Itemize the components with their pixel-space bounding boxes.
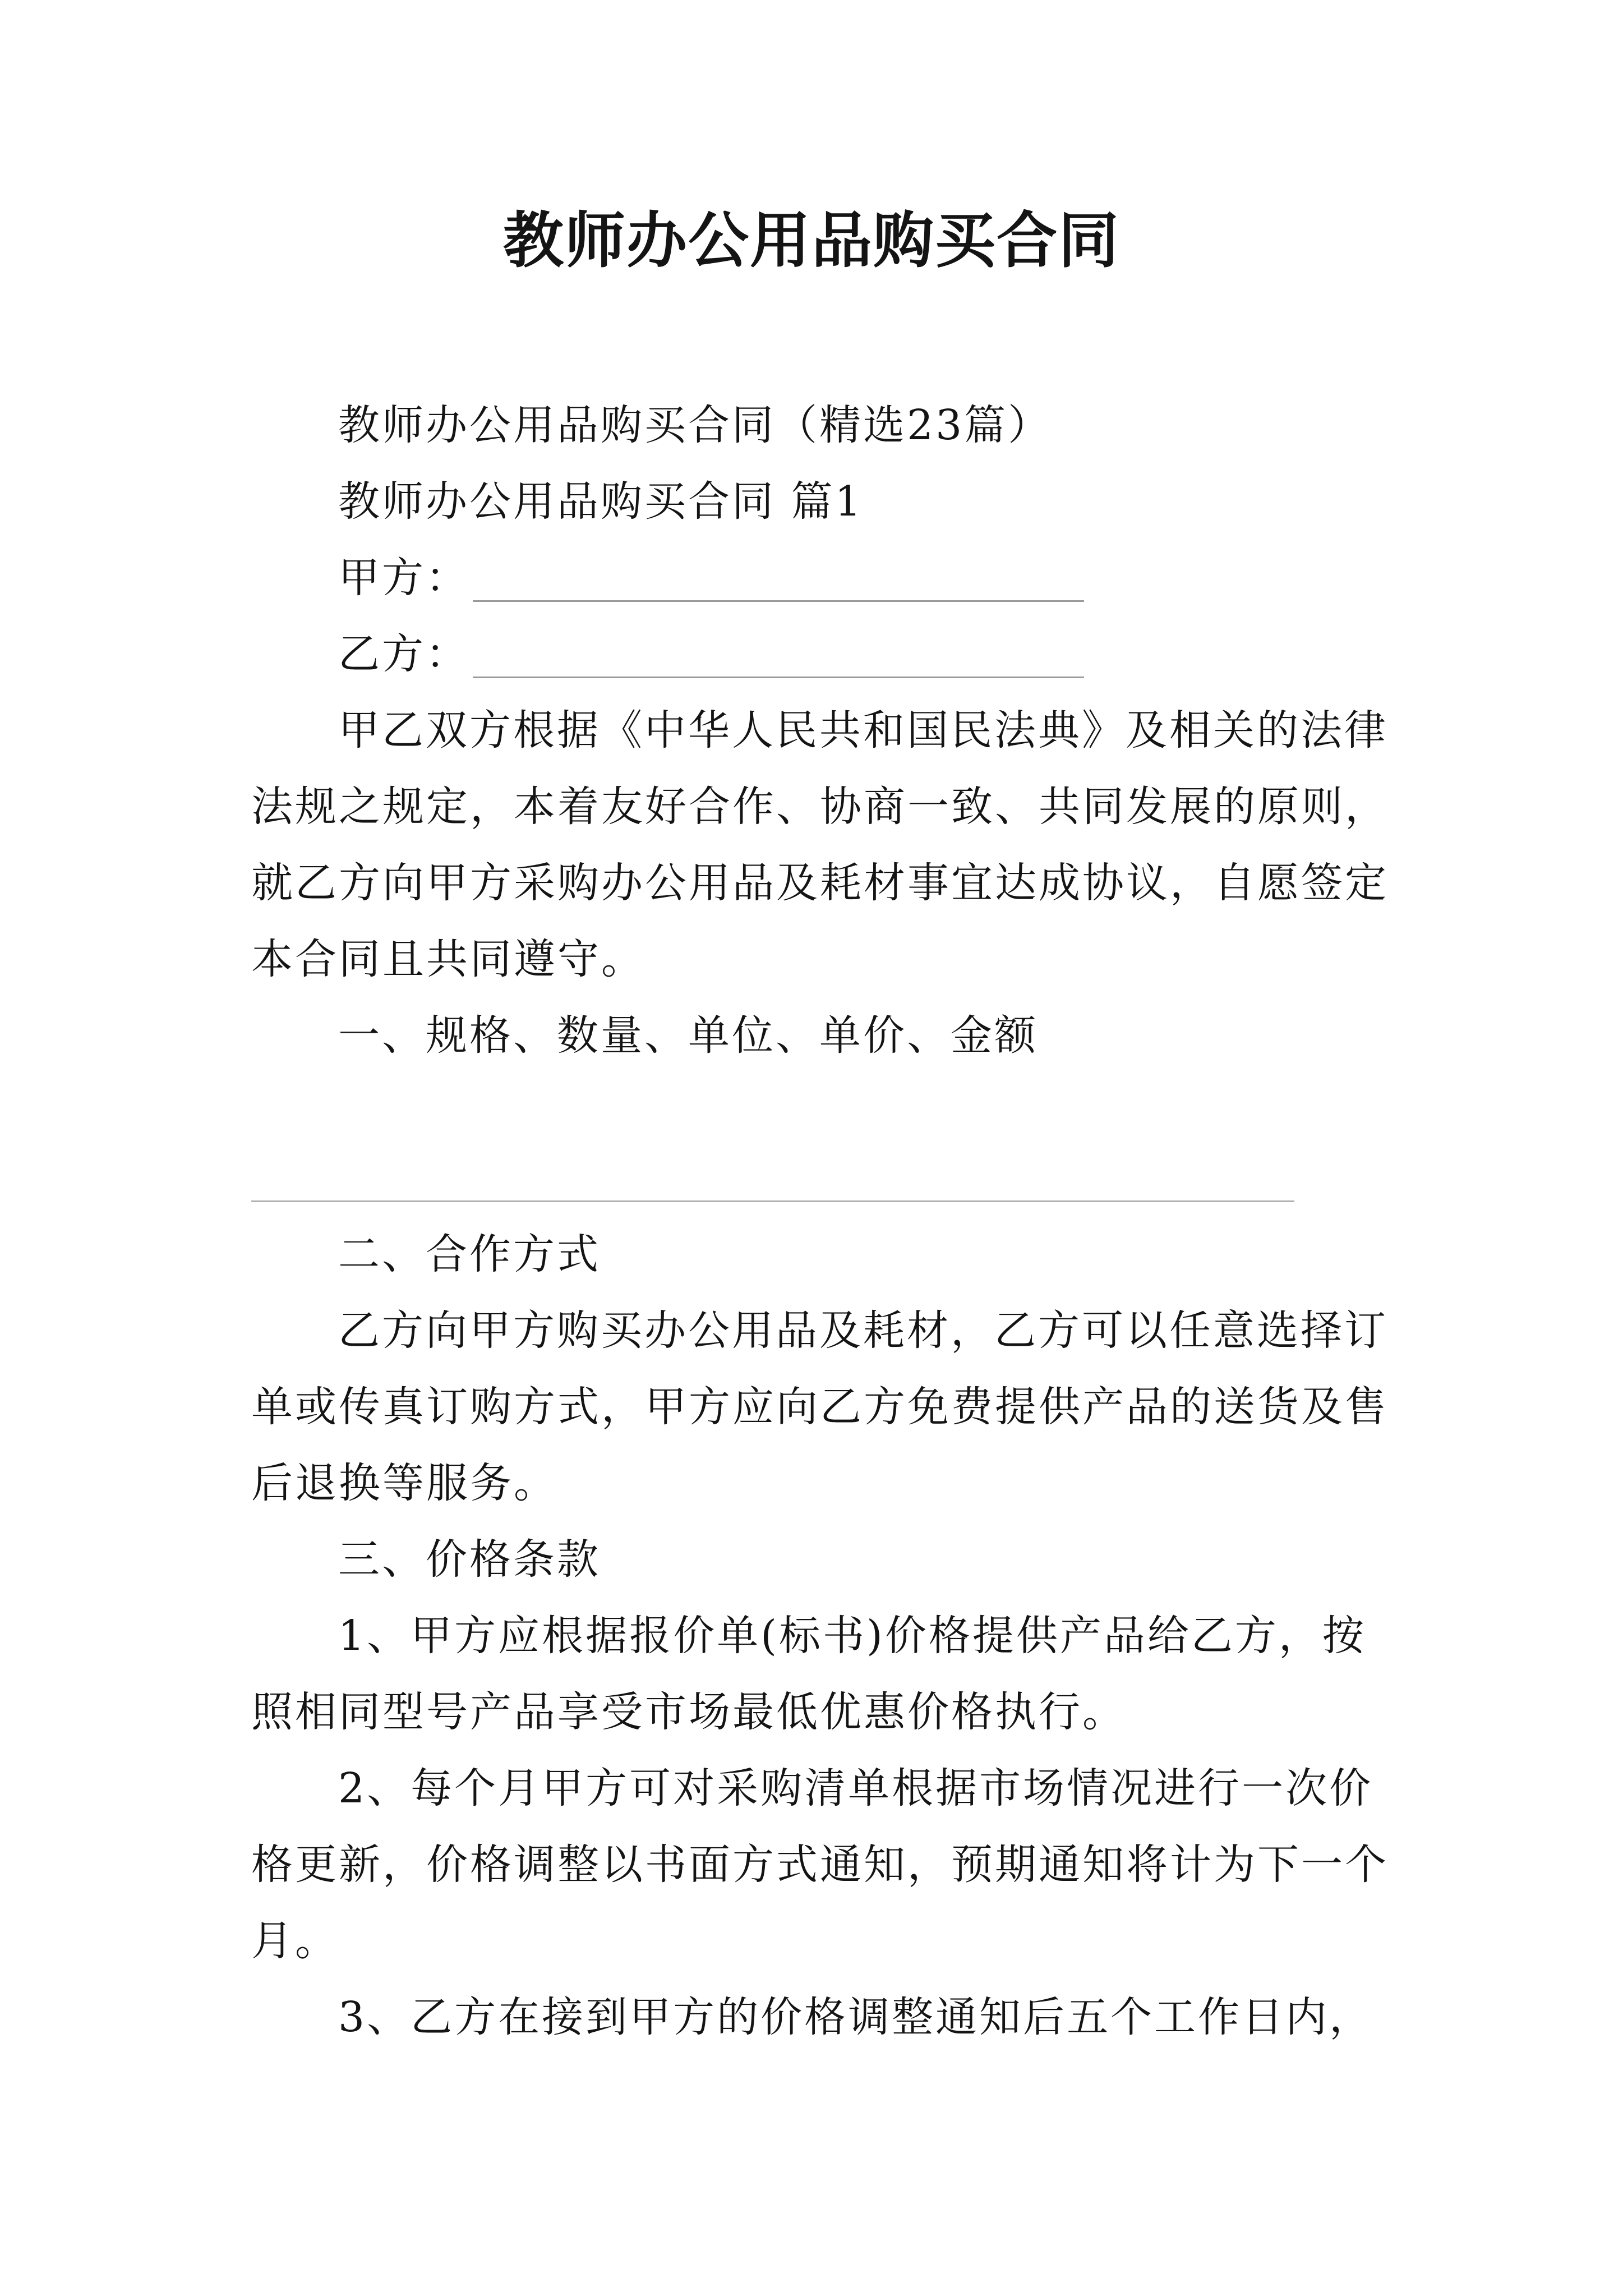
- clause2-paragraph: 乙方向甲方购买办公用品及耗材，乙方可以任意选择订单或传真订购方式，甲方应向乙方免费提供产品的送货及售后退换等服务。: [251, 1306, 1389, 1507]
- party-a-blank: [473, 555, 1084, 602]
- party-a-line: [251, 540, 1395, 616]
- party-b-blank: [473, 632, 1084, 678]
- clause3-heading: 三、价格条款: [338, 1535, 601, 1584]
- document-body-top: [251, 387, 1395, 1074]
- clause2-heading: 二、合作方式: [338, 1230, 601, 1278]
- document-body-bottom: [251, 1216, 1395, 2055]
- intro-paragraph: 甲乙双方根据《中华人民共和国民法典》及相关的法律法规之规定，本着友好合作、协商一致、共同发展的原则，就乙方向甲方采购办公用品及耗材事宜达成协议，自愿签定本合同且共同遵守。: [251, 706, 1389, 983]
- party-b-line: [251, 616, 1395, 692]
- clause3-item-1: 1、甲方应根据报价单(标书)价格提供产品给乙方，按照相同型号产品享受市场最低优惠价格执行。: [251, 1612, 1366, 1736]
- section-heading: 教师办公用品购买合同 篇1: [338, 477, 864, 526]
- document-title: 教师办公用品购买合同: [502, 206, 1120, 276]
- clause1-heading: 一、规格、数量、单位、单价、金额: [338, 1011, 1038, 1060]
- clause3-item-3: 3、乙方在接到甲方的价格调整通知后五个工作日内，: [338, 1993, 1373, 2041]
- clause3-item-2: 2、每个月甲方可对采购清单根据市场情况进行一次价格更新，价格调整以书面方式通知，预期通知将计为下一个月。: [251, 1764, 1389, 1965]
- party-b-label: 乙方：: [338, 630, 469, 678]
- table-placeholder-rule: [251, 1200, 1294, 1202]
- party-a-label: 甲方：: [338, 554, 469, 602]
- subtitle: 教师办公用品购买合同（精选23篇）: [338, 401, 1052, 449]
